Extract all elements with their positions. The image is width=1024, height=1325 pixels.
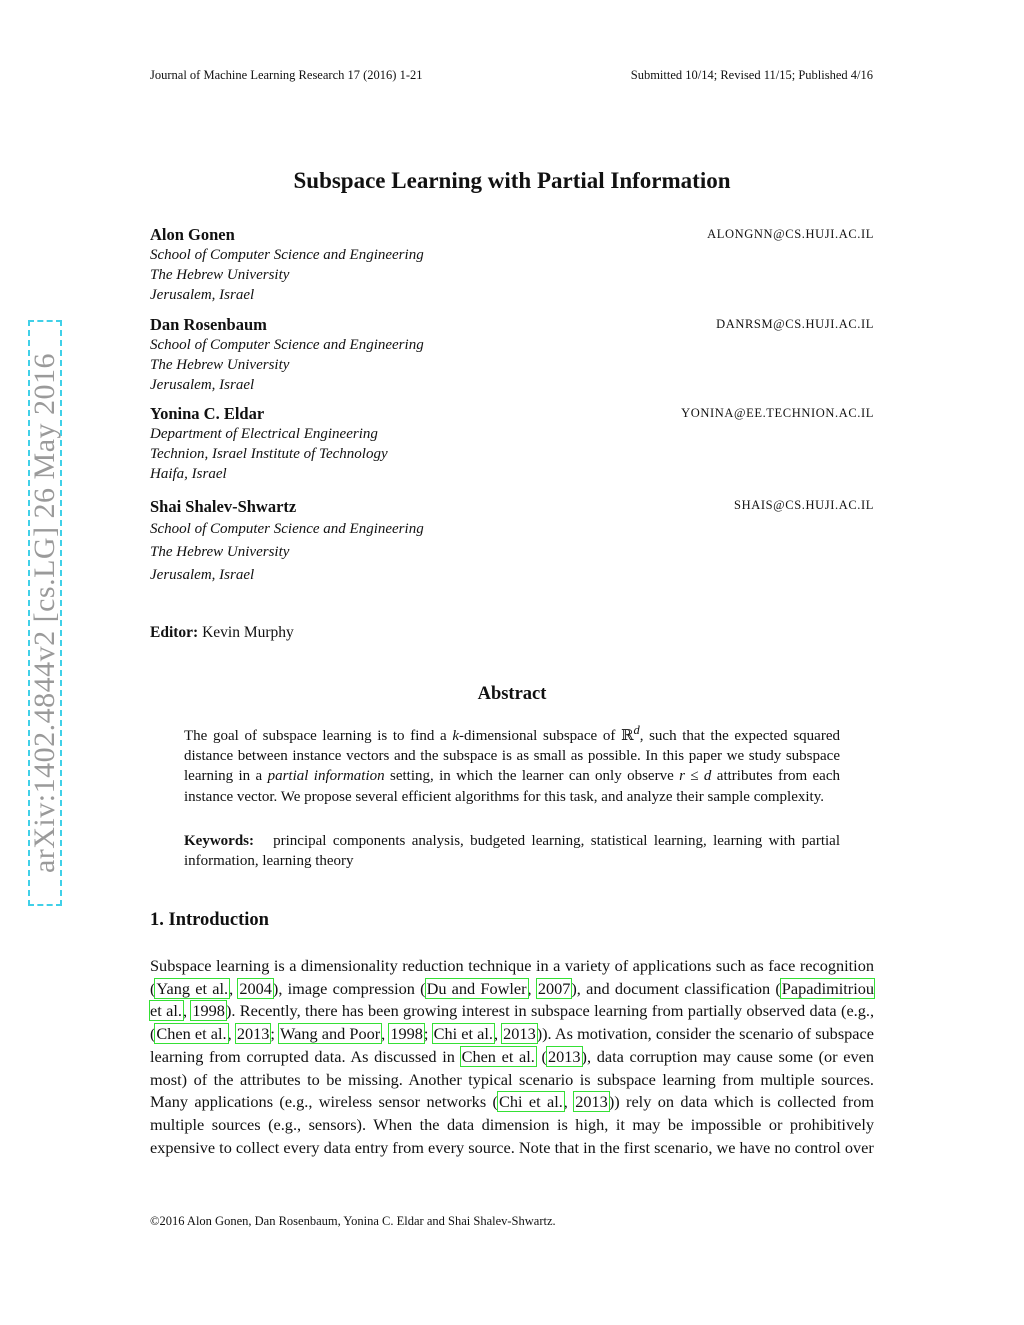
author-email: SHAIS@CS.HUJI.AC.IL [734,498,874,512]
citation-year-link[interactable]: 2004 [239,978,272,998]
math-r-le-d: r ≤ d [679,768,712,785]
citation-year-link[interactable]: 1998 [192,1001,225,1021]
intro-text: , [227,1024,236,1044]
intro-text: )) rely on data which is collected from multiple sources (e.g., sensors). When the data dimension is high, it may be impossible or prohibitively expensive to collect every data entry from every source. Note that in the first scenario, we have no control over [150,1092,875,1157]
intro-text: , [182,1001,192,1021]
editor-label: Editor: [150,624,199,641]
editor-line [150,624,294,642]
author-affiliation: School of Computer Science and Engineering [150,521,424,537]
intro-text: ; [423,1024,433,1044]
abstract-segment: , such that the expected squared distance between instance vectors and the subspace is as small as possible. In this paper we study subspace learning in a [184,728,840,785]
citation-link[interactable]: Chen et al. [461,1046,535,1066]
author-affiliation: School of Computer Science and Engineering [150,247,424,263]
citation-link[interactable]: Chi et al. [433,1024,493,1044]
section-title: Introduction [168,910,269,930]
citation-year-link[interactable]: 2013 [575,1092,608,1112]
intro-text: Subspace learning is a dimensionality reduction technique in a variety of applications such as face recognition ( [150,956,874,998]
citation-year-link[interactable]: 2007 [537,978,571,998]
arxiv-stamp-link[interactable] [28,320,62,906]
citation-link[interactable]: Du and Fowler [426,978,527,998]
intro-text: , [563,1092,575,1112]
author-affiliation: Jerusalem, Israel [150,567,255,583]
intro-text: , [527,978,537,998]
intro-paragraph [150,955,874,1159]
citation-link[interactable]: Chen et al. [156,1024,227,1044]
intro-text: )). As motivation, consider the scenario of subspace learning from corrupted data. As discussed in [150,1024,874,1066]
math-d-superscript: d [633,723,640,737]
citation-year-link[interactable]: 1998 [390,1024,423,1044]
author-name: Yonina C. Eldar [150,404,265,423]
math-real-space: ℝ [620,728,634,744]
editor-name: Kevin Murphy [202,624,294,641]
journal-header: Journal of Machine Learning Research 17 (2016) 1-21 [150,68,423,82]
abstract-heading: Abstract [477,684,547,704]
intro-text: ; [270,1024,280,1044]
author-block [150,225,874,305]
math-k: k [452,728,460,744]
keywords-label: Keywords: [184,833,254,849]
author-affiliation: The Hebrew University [150,544,290,560]
author-affiliation: The Hebrew University [150,267,290,283]
author-block [150,404,874,484]
copyright-footer: ©2016 Alon Gonen, Dan Rosenbaum, Yonina C. Eldar and Shai Shalev-Shwartz. [150,1214,556,1228]
author-name: Dan Rosenbaum [150,315,267,334]
author-name: Shai Shalev-Shwartz [150,497,297,516]
author-affiliation: Department of Electrical Engineering [150,426,378,442]
intro-text: ), and document classification ( [571,978,781,998]
author-affiliation: Haifa, Israel [150,466,227,482]
intro-text: ). Recently, there has been growing interest in subspace learning from partially observed data (e.g., ( [150,1001,875,1044]
author-affiliation: School of Computer Science and Engineering [150,337,424,353]
author-affiliation: The Hebrew University [150,357,290,373]
keywords [184,831,840,871]
author-email: YONINA@EE.TECHNION.AC.IL [681,406,874,420]
citation-link[interactable]: Wang and Poor [280,1024,381,1044]
paper-title: Subspace Learning with Partial Information [293,168,731,193]
intro-text: ), data corruption may cause some (or even most) of the attributes to be missing. Another typical scenario is subspace learning from multiple sources. Many applications (e.g., wireless sensor networks ( [150,1046,874,1112]
author-block [150,496,874,587]
intro-text: ), image compression ( [272,978,426,998]
keywords-text: principal components analysis, budgeted learning, statistical learning, learning with partial information, learning theory [184,833,840,870]
author-block [150,315,874,395]
author-name: Alon Gonen [150,225,235,244]
author-affiliation: Jerusalem, Israel [150,287,255,303]
author-affiliation: Technion, Israel Institute of Technology [150,446,388,462]
author-email: ALONGNN@CS.HUJI.AC.IL [707,227,874,241]
author-email: DANRSM@CS.HUJI.AC.IL [716,317,874,331]
section-number: 1. [150,910,164,930]
abstract-segment: setting, in which the learner can only observe [384,768,680,785]
intro-text: , [381,1024,390,1044]
abstract-segment: The goal of subspace learning is to find a [184,728,453,744]
intro-text: , [229,978,239,998]
citation-year-link[interactable]: 2013 [236,1024,270,1044]
intro-text: ( [535,1046,547,1066]
citation-year-link[interactable]: 2013 [503,1024,536,1044]
author-affiliation: Jerusalem, Israel [150,377,255,393]
section-heading [150,910,269,931]
intro-text: , [493,1024,503,1044]
citation-link[interactable]: Chi et al. [498,1092,563,1112]
citation-link[interactable]: Papadimitriou et al. [150,978,875,1021]
submission-dates: Submitted 10/14; Revised 11/15; Published 4/16 [630,68,873,82]
citation-link[interactable]: Yang et al. [156,978,229,998]
abstract-segment: -dimensional subspace of [459,728,621,744]
citation-year-link[interactable]: 2013 [547,1046,581,1066]
abstract-segment: attributes from each instance vector. We propose several efficient algorithms for this task, and analyze their sample complexity. [184,768,840,805]
abstract-emphasis: partial information [267,768,385,785]
abstract-text [184,720,840,807]
arxiv-stamp-text: arXiv:1402.4844v2 [cs.LG] 26 May 2016 [28,352,61,874]
